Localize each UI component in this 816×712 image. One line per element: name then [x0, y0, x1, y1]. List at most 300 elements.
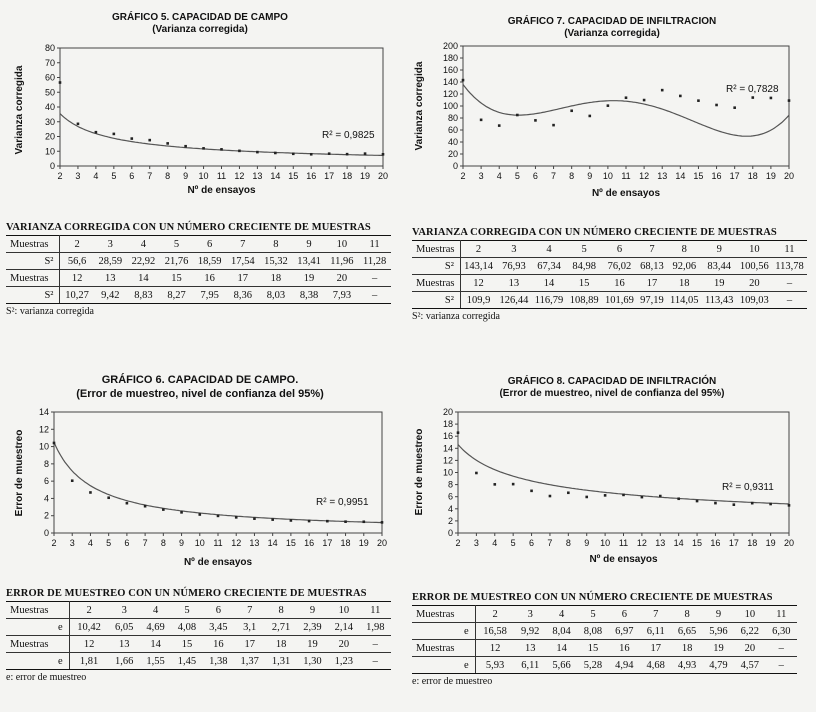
- table-cell: 100,56: [737, 258, 772, 275]
- x-tick-label: 8: [565, 538, 571, 548]
- table-cell: 3,1: [234, 619, 265, 636]
- data-point: [530, 490, 533, 493]
- x-tick-label: 9: [179, 538, 185, 548]
- table-cell: 15: [160, 270, 193, 287]
- table-title: ERROR DE MUESTREO CON UN NÚMERO CRECIENTE DE MUESTRAS: [6, 588, 367, 599]
- table-cell: 10: [326, 236, 359, 253]
- x-tick-label: 12: [234, 171, 245, 181]
- r-squared-label: R² = 0,9825: [322, 130, 375, 141]
- table-row: [412, 640, 797, 657]
- table-cell: 6,11: [640, 623, 671, 640]
- x-tick-label: 12: [636, 538, 647, 548]
- table-row: [6, 602, 391, 619]
- x-tick-label: 2: [460, 171, 466, 181]
- table-row: [6, 236, 391, 253]
- table-cell: 83,44: [702, 258, 737, 275]
- x-tick-label: 14: [270, 171, 281, 181]
- table-cell: 8: [265, 602, 296, 619]
- x-tick-label: 20: [783, 538, 795, 548]
- table-cell: 6: [203, 602, 234, 619]
- table-cell: 4,68: [640, 657, 671, 674]
- table-cell: 12: [69, 636, 108, 653]
- data-point: [148, 139, 151, 142]
- table-cell: 10,27: [60, 287, 94, 304]
- table-cell: 11: [360, 602, 391, 619]
- x-tick-label: 13: [249, 538, 260, 548]
- table-cell: 4,08: [171, 619, 202, 636]
- table-cell: 14: [127, 270, 160, 287]
- table-cell: 14: [532, 275, 567, 292]
- table-row: [6, 287, 391, 304]
- y-tick-label: 0: [49, 161, 55, 171]
- row-header-cell: S²: [412, 258, 460, 275]
- table-cell: 8,83: [127, 287, 160, 304]
- x-tick-label: 11: [621, 171, 631, 181]
- y-tick-label: 0: [447, 528, 453, 538]
- row-header-cell: Muestras: [6, 236, 60, 253]
- y-axis-label: Error de muestreo: [414, 428, 425, 516]
- x-tick-label: 5: [106, 538, 112, 548]
- data-point: [788, 99, 791, 102]
- table-cell: 114,05: [667, 292, 702, 309]
- table-error-campo: [6, 588, 394, 683]
- data-point: [113, 133, 116, 136]
- table-row: [6, 253, 391, 270]
- table-cell: 9: [702, 241, 737, 258]
- table-cell: 1,31: [265, 653, 296, 670]
- table-note: S²: varianza corregida: [412, 311, 500, 322]
- row-header-cell: Muestras: [412, 275, 460, 292]
- x-tick-label: 9: [587, 171, 593, 181]
- x-tick-label: 20: [377, 171, 389, 181]
- x-tick-label: 12: [639, 171, 650, 181]
- data-point: [715, 104, 718, 107]
- data-point: [364, 152, 367, 155]
- chart-title: GRÁFICO 7. CAPACIDAD DE INFILTRACION: [507, 16, 717, 27]
- x-tick-label: 7: [142, 538, 148, 548]
- x-tick-label: 7: [547, 538, 553, 548]
- data-point: [677, 497, 680, 500]
- table-cell: 7: [640, 606, 671, 623]
- table-varianza-campo: [6, 222, 394, 317]
- row-header-cell: e: [412, 623, 475, 640]
- table-cell: 8,04: [546, 623, 577, 640]
- x-tick-label: 3: [69, 538, 75, 548]
- table-cell: 15: [566, 275, 601, 292]
- table-cell: 20: [734, 640, 765, 657]
- data-point: [604, 494, 607, 497]
- table-cell: 4: [546, 606, 577, 623]
- data-point: [290, 519, 293, 522]
- y-axis-label: Varianza corregida: [414, 61, 425, 151]
- table-cell: 9: [703, 606, 734, 623]
- data-point: [198, 513, 201, 516]
- table-row: [6, 653, 391, 670]
- table-cell: 7,93: [326, 287, 359, 304]
- table-cell: 16,58: [475, 623, 514, 640]
- data-point: [71, 479, 74, 482]
- table-row: [412, 606, 797, 623]
- row-header-cell: e: [412, 657, 475, 674]
- table-cell: 16: [602, 275, 637, 292]
- chart-grafico-8: [408, 372, 816, 577]
- y-axis-label: Varianza corregida: [14, 65, 25, 155]
- x-axis-label: Nº de ensayos: [183, 557, 253, 568]
- table-cell: 6,22: [734, 623, 765, 640]
- x-tick-label: 4: [492, 538, 498, 548]
- data-point: [326, 520, 329, 523]
- table-cell: 7: [234, 602, 265, 619]
- table-cell: 6,97: [609, 623, 640, 640]
- data-point: [310, 153, 313, 156]
- data-point: [274, 152, 277, 155]
- table-cell: 1,23: [328, 653, 359, 670]
- data-table: [6, 235, 391, 304]
- data-point: [696, 500, 699, 503]
- table-cell: 3,45: [203, 619, 234, 636]
- data-point: [89, 491, 92, 494]
- table-cell: 22,92: [127, 253, 160, 270]
- table-cell: 108,89: [566, 292, 601, 309]
- table-cell: 4,69: [140, 619, 171, 636]
- y-tick-label: 50: [44, 87, 55, 98]
- table-cell: 4: [532, 241, 567, 258]
- row-header-cell: Muestras: [412, 241, 460, 258]
- chart-plot: [0, 370, 400, 575]
- table-cell: –: [358, 287, 391, 304]
- table-cell: 17: [637, 275, 667, 292]
- table-cell: 101,69: [602, 292, 637, 309]
- data-point: [493, 483, 496, 486]
- table-cell: 17,54: [226, 253, 259, 270]
- table-cell: 116,79: [532, 292, 567, 309]
- x-tick-label: 5: [514, 171, 520, 181]
- table-cell: 19: [297, 636, 328, 653]
- table-cell: 1,30: [297, 653, 328, 670]
- table-row: [412, 275, 807, 292]
- x-tick-label: 7: [551, 171, 557, 181]
- data-point: [622, 494, 625, 497]
- table-cell: 4,93: [671, 657, 702, 674]
- table-cell: 1,55: [140, 653, 171, 670]
- data-point: [641, 496, 644, 499]
- data-table: [412, 605, 797, 674]
- data-point: [235, 516, 238, 519]
- table-cell: 76,02: [602, 258, 637, 275]
- table-cell: 11: [358, 236, 391, 253]
- data-point: [770, 97, 773, 100]
- data-point: [362, 520, 365, 523]
- data-point: [253, 517, 256, 520]
- plot-area: [458, 412, 789, 533]
- x-tick-label: 16: [304, 538, 315, 548]
- x-tick-label: 4: [93, 171, 99, 181]
- y-tick-label: 18: [442, 419, 453, 430]
- data-point: [769, 503, 772, 506]
- y-tick-label: 10: [44, 146, 55, 157]
- x-tick-label: 14: [673, 538, 684, 548]
- y-tick-label: 16: [442, 431, 453, 442]
- data-point: [751, 502, 754, 505]
- table-cell: 18: [667, 275, 702, 292]
- r-squared-label: R² = 0,9311: [722, 482, 774, 493]
- data-point: [382, 153, 385, 156]
- x-tick-label: 9: [183, 171, 189, 181]
- data-point: [788, 504, 791, 507]
- x-tick-label: 14: [267, 538, 278, 548]
- table-cell: 3: [94, 236, 127, 253]
- data-point: [585, 496, 588, 499]
- x-tick-label: 19: [765, 171, 776, 181]
- y-tick-label: 70: [44, 57, 55, 68]
- row-header-cell: Muestras: [412, 606, 475, 623]
- data-point: [238, 150, 241, 153]
- table-title: VARIANZA CORREGIDA CON UN NÚMERO CRECIENTE DE MUESTRAS: [412, 227, 777, 238]
- table-cell: 9: [297, 602, 328, 619]
- table-cell: 19: [703, 640, 734, 657]
- y-tick-label: 160: [442, 65, 458, 75]
- table-cell: 17: [234, 636, 265, 653]
- table-cell: 11: [772, 241, 807, 258]
- data-point: [256, 151, 259, 154]
- table-cell: 6: [602, 241, 637, 258]
- table-cell: 8: [259, 236, 292, 253]
- y-tick-label: 8: [43, 458, 49, 469]
- x-tick-label: 17: [728, 538, 739, 548]
- data-point: [107, 496, 110, 499]
- x-tick-label: 12: [231, 538, 242, 548]
- table-row: [412, 241, 807, 258]
- data-point: [552, 124, 555, 127]
- table-cell: 19: [292, 270, 325, 287]
- chart-title: GRÁFICO 8. CAPACIDAD DE INFILTRACIÓN: [507, 376, 717, 387]
- table-cell: 7: [637, 241, 667, 258]
- table-cell: 113,43: [702, 292, 737, 309]
- r-squared-label: R² = 0,7828: [726, 84, 779, 95]
- chart-subtitle: (Varianza corregida): [564, 28, 660, 39]
- table-cell: 6,30: [766, 623, 797, 640]
- table-cell: 12: [460, 275, 496, 292]
- table-cell: –: [766, 657, 797, 674]
- x-tick-label: 11: [216, 171, 227, 181]
- row-header-cell: Muestras: [412, 640, 475, 657]
- table-cell: 1,66: [109, 653, 140, 670]
- y-tick-label: 40: [44, 102, 55, 112]
- x-tick-label: 20: [376, 538, 388, 548]
- table-cell: 2,71: [265, 619, 296, 636]
- table-cell: 18,59: [193, 253, 226, 270]
- x-tick-label: 18: [342, 171, 353, 181]
- x-tick-label: 13: [655, 538, 666, 548]
- table-varianza-infiltracion: [412, 227, 812, 322]
- table-cell: 10: [737, 241, 772, 258]
- y-tick-label: 40: [447, 137, 458, 147]
- x-tick-label: 6: [532, 171, 538, 181]
- table-cell: 97,19: [637, 292, 667, 309]
- row-header-cell: e: [6, 619, 69, 636]
- table-cell: 1,81: [69, 653, 108, 670]
- table-note: S²: varianza corregida: [6, 306, 94, 317]
- x-tick-label: 15: [692, 538, 703, 548]
- data-point: [498, 124, 501, 127]
- table-cell: 8,36: [226, 287, 259, 304]
- x-tick-label: 18: [747, 171, 758, 181]
- x-tick-label: 8: [569, 171, 575, 181]
- table-cell: 20: [326, 270, 359, 287]
- chart-subtitle: (Varianza corregida): [152, 24, 248, 35]
- y-tick-label: 10: [442, 467, 453, 478]
- table-cell: 9,42: [94, 287, 127, 304]
- data-point: [292, 153, 295, 156]
- x-tick-label: 15: [285, 538, 296, 548]
- table-cell: 84,98: [566, 258, 601, 275]
- data-point: [217, 515, 220, 518]
- table-cell: 4: [140, 602, 171, 619]
- trendline: [54, 442, 382, 522]
- table-cell: 13: [94, 270, 127, 287]
- data-point: [588, 115, 591, 118]
- x-tick-label: 2: [51, 538, 57, 548]
- x-tick-label: 16: [710, 538, 721, 548]
- x-tick-label: 17: [324, 171, 335, 181]
- x-tick-label: 13: [657, 171, 668, 181]
- x-tick-label: 7: [147, 171, 153, 181]
- x-tick-label: 2: [455, 538, 461, 548]
- data-point: [679, 95, 682, 98]
- table-cell: 8,38: [292, 287, 325, 304]
- y-tick-label: 200: [442, 41, 458, 51]
- table-cell: 4: [127, 236, 160, 253]
- data-point: [534, 119, 537, 122]
- x-tick-label: 2: [57, 171, 63, 181]
- x-tick-label: 20: [783, 171, 795, 181]
- table-cell: 2: [60, 236, 94, 253]
- table-cell: 9: [292, 236, 325, 253]
- table-cell: 4,79: [703, 657, 734, 674]
- table-cell: 5,96: [703, 623, 734, 640]
- data-point: [344, 520, 347, 523]
- y-tick-label: 12: [442, 455, 453, 466]
- chart-subtitle: (Error de muestreo, nivel de confianza del 95%): [76, 388, 324, 400]
- table-row: [6, 619, 391, 636]
- data-point: [180, 511, 183, 514]
- x-tick-label: 17: [322, 538, 333, 548]
- table-cell: 5,93: [475, 657, 514, 674]
- y-tick-label: 0: [452, 161, 458, 171]
- x-tick-label: 3: [478, 171, 484, 181]
- table-cell: 8,03: [259, 287, 292, 304]
- table-error-infiltracion: [412, 592, 812, 687]
- x-tick-label: 6: [129, 171, 135, 181]
- data-point: [53, 442, 56, 445]
- table-row: [412, 623, 797, 640]
- table-cell: 56,6: [60, 253, 94, 270]
- chart-plot: [408, 372, 816, 577]
- table-cell: 68,13: [637, 258, 667, 275]
- data-point: [751, 96, 754, 99]
- table-cell: 12: [475, 640, 514, 657]
- x-tick-label: 10: [602, 171, 613, 181]
- table-cell: 2,39: [297, 619, 328, 636]
- y-tick-label: 30: [44, 116, 55, 127]
- data-point: [328, 152, 331, 155]
- table-cell: 21,76: [160, 253, 193, 270]
- chart-plot: [0, 10, 400, 196]
- table-cell: 6,65: [671, 623, 702, 640]
- x-tick-label: 5: [510, 538, 516, 548]
- table-cell: 20: [328, 636, 359, 653]
- y-tick-label: 20: [442, 407, 453, 417]
- data-point: [570, 109, 573, 112]
- chart-subtitle: (Error de muestreo, nivel de confianza del 95%): [499, 388, 725, 399]
- x-tick-label: 4: [87, 538, 93, 548]
- table-title: VARIANZA CORREGIDA CON UN NÚMERO CRECIENTE DE MUESTRAS: [6, 222, 371, 233]
- x-tick-label: 10: [600, 538, 611, 548]
- table-cell: 6,05: [109, 619, 140, 636]
- y-tick-label: 100: [442, 101, 458, 111]
- table-cell: 6: [609, 606, 640, 623]
- y-tick-label: 14: [442, 443, 453, 454]
- data-point: [512, 483, 515, 486]
- y-tick-label: 2: [43, 510, 49, 521]
- table-cell: 11,96: [326, 253, 359, 270]
- data-point: [733, 106, 736, 109]
- y-tick-label: 20: [44, 131, 55, 142]
- x-tick-label: 3: [75, 171, 81, 181]
- table-cell: –: [772, 275, 807, 292]
- x-tick-label: 19: [360, 171, 371, 181]
- table-cell: 3: [496, 241, 531, 258]
- table-cell: 109,9: [460, 292, 496, 309]
- table-cell: 1,38: [203, 653, 234, 670]
- table-cell: 8: [671, 606, 702, 623]
- y-tick-label: 12: [38, 424, 49, 435]
- x-tick-label: 19: [765, 538, 776, 548]
- data-point: [77, 123, 80, 126]
- table-cell: 13: [109, 636, 140, 653]
- table-cell: 8,08: [577, 623, 608, 640]
- table-cell: 2,14: [328, 619, 359, 636]
- data-point: [475, 472, 478, 475]
- row-header-cell: Muestras: [6, 636, 69, 653]
- row-header-cell: S²: [412, 292, 460, 309]
- y-tick-label: 80: [447, 113, 458, 123]
- x-tick-label: 16: [711, 171, 722, 181]
- plot-area: [463, 46, 789, 166]
- table-cell: 109,03: [737, 292, 772, 309]
- table-cell: 10: [328, 602, 359, 619]
- table-cell: 5: [566, 241, 601, 258]
- table-cell: –: [360, 636, 391, 653]
- data-point: [184, 145, 187, 148]
- table-cell: 2: [460, 241, 496, 258]
- data-point: [381, 521, 384, 524]
- row-header-cell: Muestras: [6, 270, 60, 287]
- table-cell: 18: [259, 270, 292, 287]
- x-tick-label: 6: [529, 538, 535, 548]
- table-cell: 14: [546, 640, 577, 657]
- chart-title: GRÁFICO 6. CAPACIDAD DE CAMPO.: [101, 374, 299, 386]
- data-point: [220, 148, 223, 151]
- x-tick-label: 5: [111, 171, 117, 181]
- table-cell: 3: [515, 606, 546, 623]
- table-cell: 8: [667, 241, 702, 258]
- x-tick-label: 16: [306, 171, 317, 181]
- chart-grafico-5: [0, 10, 400, 196]
- data-point: [126, 502, 129, 505]
- r-squared-label: R² = 0,9951: [316, 497, 369, 508]
- table-cell: 6: [193, 236, 226, 253]
